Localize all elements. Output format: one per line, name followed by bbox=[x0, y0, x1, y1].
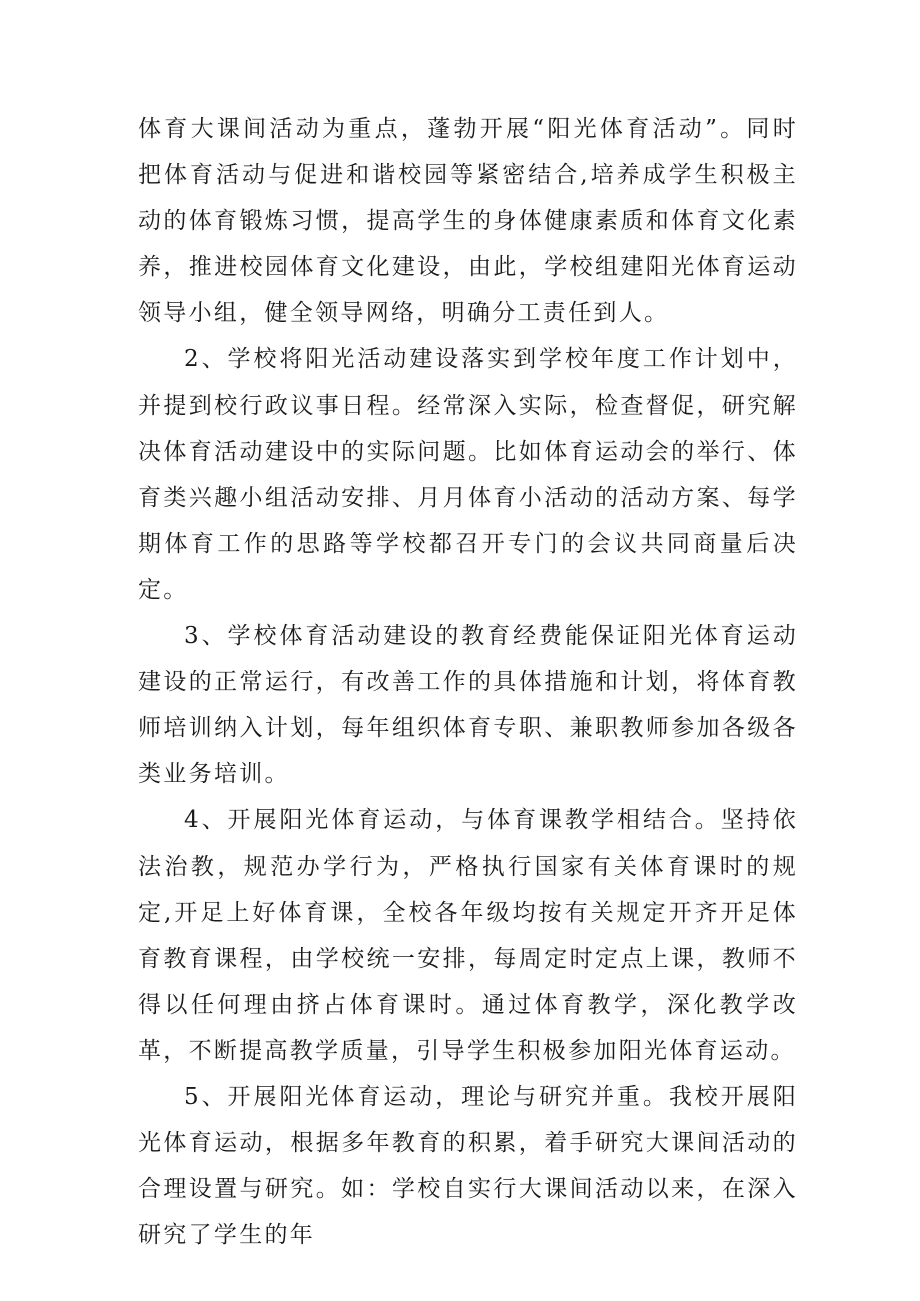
paragraph-item-2: 2、学校将阳光活动建设落实到学校年度工作计划中，并提到校行政议事日程。经常深入实际，检查督促，研究解决体育活动建设中的实际问题。比如体育运动会的举行、体育类兴趣小组活动安排、月月体育小活动的活动方案、每学期体育工作的思路等学校都召开专门的会议共同商量后决定。 bbox=[138, 346, 798, 603]
paragraph-item-3: 3、学校体育活动建设的教育经费能保证阳光体育运动建设的正常运行，有改善工作的具体措施和计划，将体育教师培训纳入计划，每年组织体育专职、兼职教师参加各级各类业务培训。 bbox=[138, 623, 798, 788]
paragraph-continuation: 体育大课间活动为重点，蓬勃开展“阳光体育活动”。同时把体育活动与促进和谐校园等紧密结合,培养成学生积极主动的体育锻炼习惯，提高学生的身体健康素质和体育文化素养，推进校园体育文化建设，由此，学校组建阳光体育运动领导小组，健全领导网络，明确分工责任到人。 bbox=[138, 116, 798, 327]
paragraph-item-5: 5、开展阳光体育运动，理论与研究并重。我校开展阳光体育运动，根据多年教育的积累，着手研究大课间活动的合理设置与研究。如：学校自实行大课间活动以来，在深入研究了学生的年 bbox=[138, 1083, 798, 1249]
document-body bbox=[138, 106, 798, 1258]
paragraph-item-4: 4、开展阳光体育运动，与体育课教学相结合。坚持依法治教，规范办学行为，严格执行国家有关体育课时的规定,开足上好体育课，全校各年级均按有关规定开齐开足体育教育课程，由学校统一安排，每周定时定点上课，教师不得以任何理由挤占体育课时。通过体育教学，深化教学改革，不断提高教学质量，引导学生积极参加阳光体育运动。 bbox=[138, 807, 798, 1064]
